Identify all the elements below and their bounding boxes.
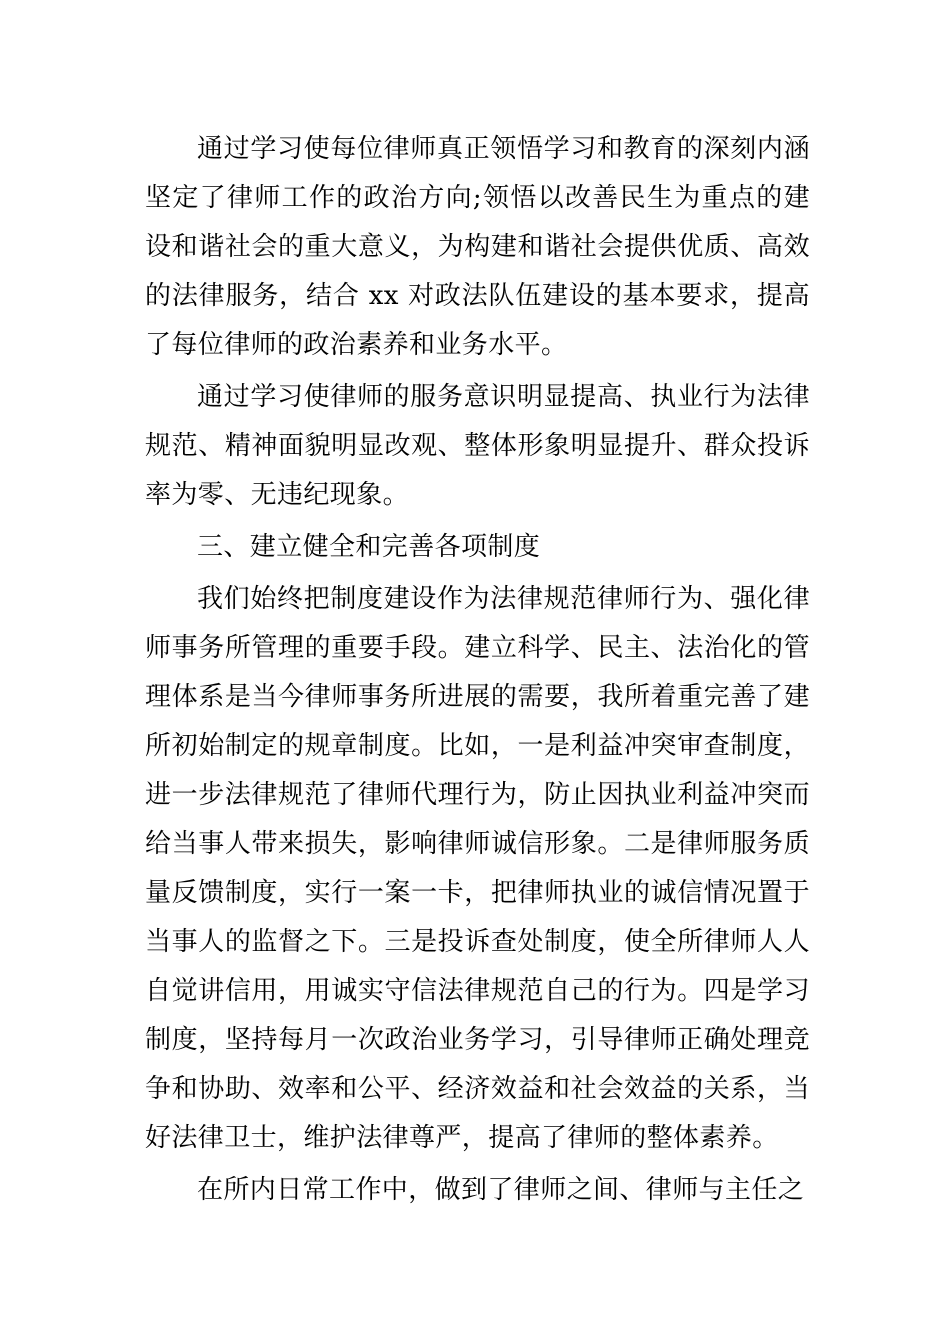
paragraph-service-awareness: 通过学习使律师的服务意识明显提高、执业行为法律规范、精神面貌明显改观、整体形象明显提升、群众投诉率为零、无违纪现象。 xyxy=(145,382,810,510)
paragraph-daily-work: 在所内日常工作中，做到了律师之间、律师与主任之 xyxy=(197,1175,805,1205)
paragraph-system-building: 我们始终把制度建设作为法律规范律师行为、强化律师事务所管理的重要手段。建立科学、民主、法治化的管理体系是当今律师事务所进展的需要，我所着重完善了建所初始制定的规章制度。比如，一是利益冲突审查制度，进一步法律规范了律师代理行为，防止因执业利益冲突而给当事人带来损失，影响律师诚信形象。二是律师服务质量反馈制度，实行一案一卡，把律师执业的诚信情况置于当事人的监督之下。三是投诉查处制度，使全所律师人人自觉讲信用，用诚实守信法律规范自己的行为。四是学习制度，坚持每月一次政治业务学习，引导律师正确处理竞争和协助、效率和公平、经济效益和社会效益的关系，当好法律卫士，维护法律尊严，提高了律师的整体素养。 xyxy=(145,584,810,1153)
section-heading-systems: 三、建立健全和完善各项制度 xyxy=(197,532,541,562)
paragraph-study-outcome: 通过学习使每位律师真正领悟学习和教育的深刻内涵坚定了律师工作的政治方向;领悟以改善民生为重点的建设和谐社会的重大意义，为构建和谐社会提供优质、高效的法律服务，结合 xx 对政法队伍建设的基本要求，提高了每位律师的政治素养和业务水平。 xyxy=(145,134,810,360)
document-body xyxy=(145,125,810,1218)
